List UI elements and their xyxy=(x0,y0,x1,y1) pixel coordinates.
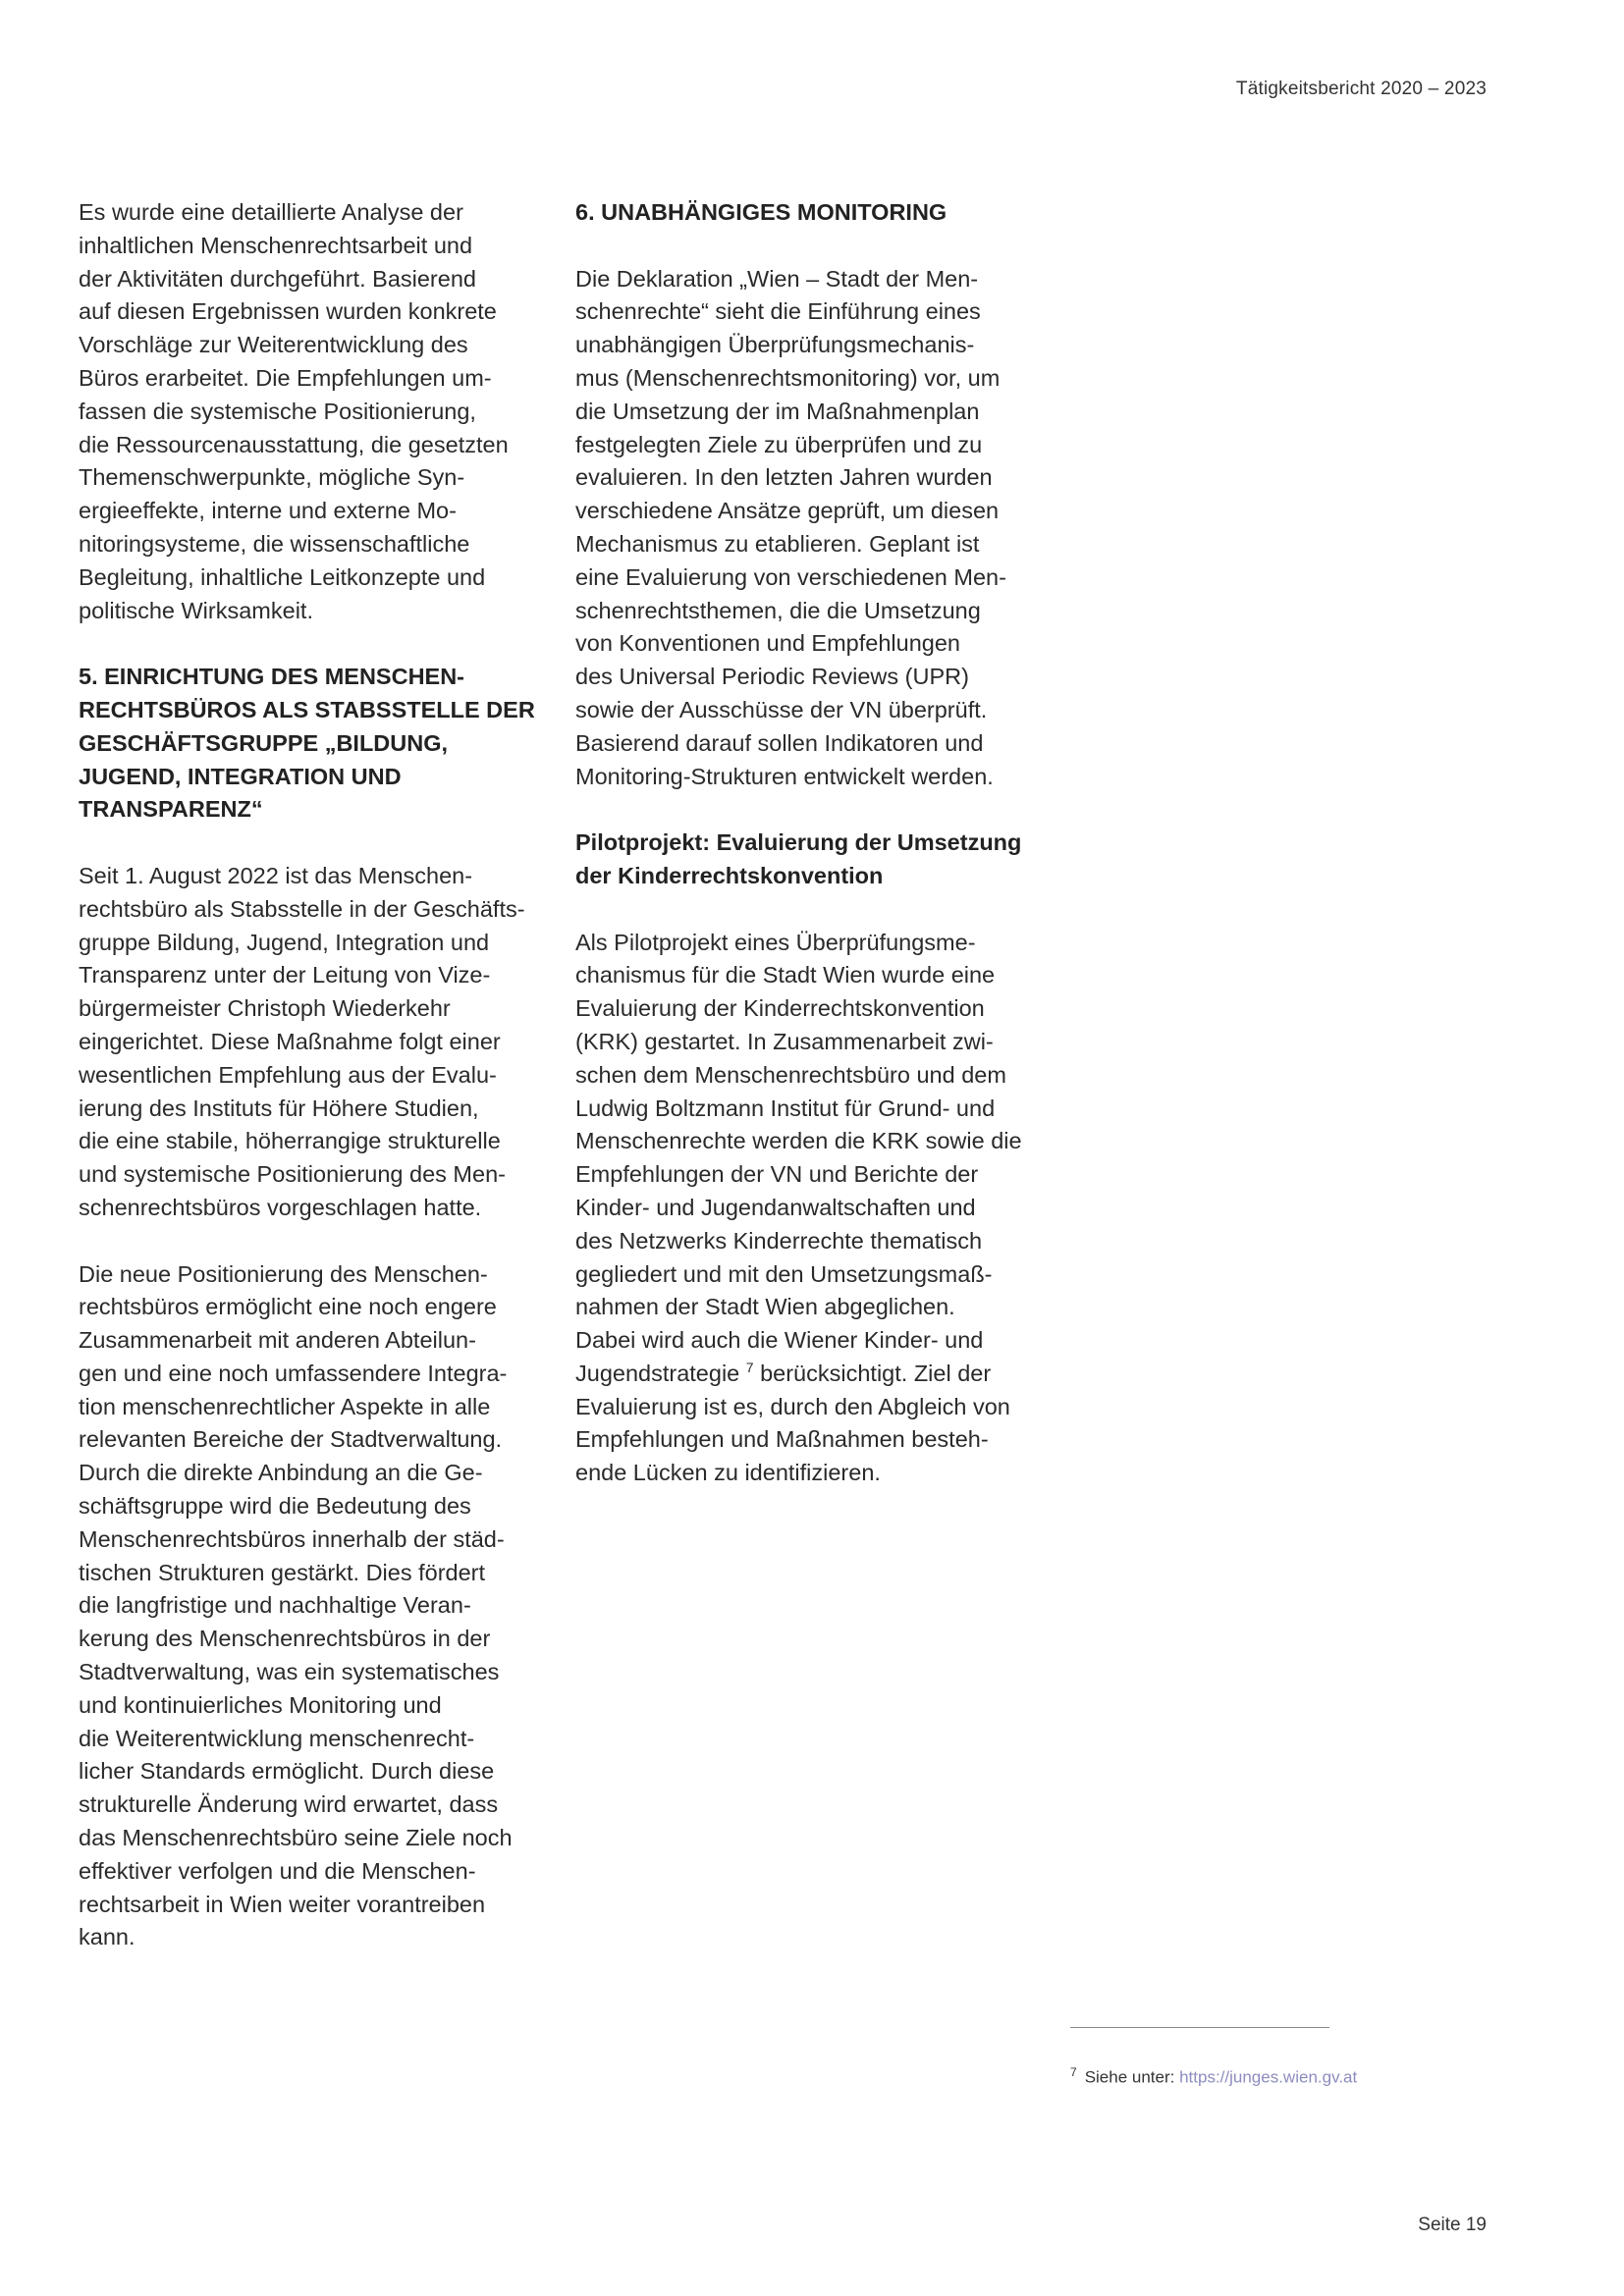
footnote-reference[interactable]: 7 xyxy=(745,1360,754,1376)
section-6-paragraph: Die Deklaration „Wien – Stadt der Men- schenrechte“ sieht die Einführung eines unabhängigen Überprüfungsmechanis- mus (Menschenrechtsmonitoring) vor, um die Umsetzung der im Maßnahmenplan festgelegten Ziele zu überprüfen und zu evaluieren. In den letzten Jahren wurden verschiedene Ansätze geprüft, um diesen Mechanismus zu etablieren. Geplant ist eine Evaluierung von verschiedenen Men- schenrechtsthemen, die die Umsetzung von Konventionen und Empfehlungen des Universal Periodic Reviews (UPR) sowie der Ausschüsse der VN überprüft. Basierend darauf sollen Indikatoren und Monitoring-Strukturen entwickelt werden. xyxy=(575,265,1006,789)
footnote xyxy=(1070,2061,1357,2089)
left-column xyxy=(79,196,540,1988)
page-number: Seite 19 xyxy=(1418,2215,1487,2235)
section-5-paragraph-2: Die neue Positionierung des Menschen- rechtsbüros ermöglicht eine noch engere Zusammenarbeit mit anderen Abteilun- gen und eine noch umfassendere Integra- tion menschenrechtlicher Aspekte in alle relevanten Bereiche der Stadtverwaltung. Durch die direkte Anbindung an die Ge- schäftsgruppe wird die Bedeutung des Menschenrechtsbüros innerhalb der städ- tischen Strukturen gestärkt. Dies fördert die langfristige und nachhaltige Veran- kerung des Menschenrechtsbüros in der Stadtverwaltung, was ein systematisches und kontinuierliches Monitoring und die Weiterentwicklung menschenrecht- licher Standards ermöglicht. Durch diese strukturelle Änderung wird erwartet, dass das Menschenrechtsbüro seine Ziele noch effektiver verfolgen und die Menschen- rechtsarbeit in Wien weiter vorantreiben kann. xyxy=(79,1260,513,1950)
pilot-paragraph-part-2: berücksichtigt. Ziel der Evaluierung ist es, durch den Abgleich von Empfehlungen und Maßnahmen besteh- ende Lücken zu identifizieren. xyxy=(575,1360,1010,1486)
right-column xyxy=(575,196,1037,1523)
pilot-project-paragraph xyxy=(575,927,1037,1491)
pilot-paragraph-part-1: Als Pilotprojekt eines Überprüfungsme- chanismus für die Stadt Wien wurde eine Evaluierung der Kinderrechtskonvention (KRK) gestartet. In Zusammenarbeit zwi- schen dem Menschenrechtsbüro und dem Ludwig Boltzmann Institut für Grund- und Menschenrechte werden die KRK sowie die Empfehlungen der VN und Berichte der Kinder- und Jugendanwaltschaften und des Netzwerks Kinderrechte thematisch gegliedert und mit den Umsetzungsmaß- nahmen der Stadt Wien abgeglichen. Dabei wird auch die Wiener Kinder- und Jugendstrategie xyxy=(575,929,1022,1386)
footnote-label: Siehe unter: xyxy=(1084,2067,1180,2087)
running-header: Tätigkeitsbericht 2020 – 2023 xyxy=(1235,79,1487,99)
footnote-number: 7 xyxy=(1070,2065,1077,2079)
pilot-project-heading: Pilotprojekt: Evaluierung der Umsetzung der Kinderrechtskonvention xyxy=(575,829,1022,888)
footnote-divider xyxy=(1070,2027,1329,2028)
intro-paragraph: Es wurde eine detaillierte Analyse der inhaltlichen Menschenrechtsarbeit und der Aktivitäten durchgeführt. Basierend auf diesen Ergebnissen wurden konkrete Vorschläge zur Weiterentwicklung des Büros erarbeitet. Die Empfehlungen um- fassen die systemische Positionierung, die Ressourcenausstattung, die gesetzten Themenschwerpunkte, mögliche Syn- ergieeffekte, interne und externe Mo- nitoringsysteme, die wissenschaftliche Begleitung, inhaltliche Leitkonzepte und politische Wirksamkeit. xyxy=(79,199,509,623)
section-6-heading: 6. UNABHÄNGIGES MONITORING xyxy=(575,199,947,225)
section-5-heading: 5. EINRICHTUNG DES MENSCHEN- RECHTSBÜROS ALS STABSSTELLE DER GESCHÄFTSGRUPPE „BILDUNG, JUGEND, INTEGRATION UND TRANSPARENZ“ xyxy=(79,664,535,823)
section-5-paragraph-1: Seit 1. August 2022 ist das Menschen- rechtsbüro als Stabsstelle in der Geschäfts- gruppe Bildung, Jugend, Integration und Transparenz unter der Leitung von Vize- bürgermeister Christoph Wiederkehr eingerichtet. Diese Maßnahme folgt einer wesentlichen Empfehlung aus der Evalu- ierung des Instituts für Höhere Studien, die eine stabile, höherrangige strukturelle und systemische Positionierung des Men- schenrechtsbüros vorgeschlagen hatte. xyxy=(79,862,525,1220)
footnote-link[interactable]: https://junges.wien.gv.at xyxy=(1179,2067,1358,2087)
